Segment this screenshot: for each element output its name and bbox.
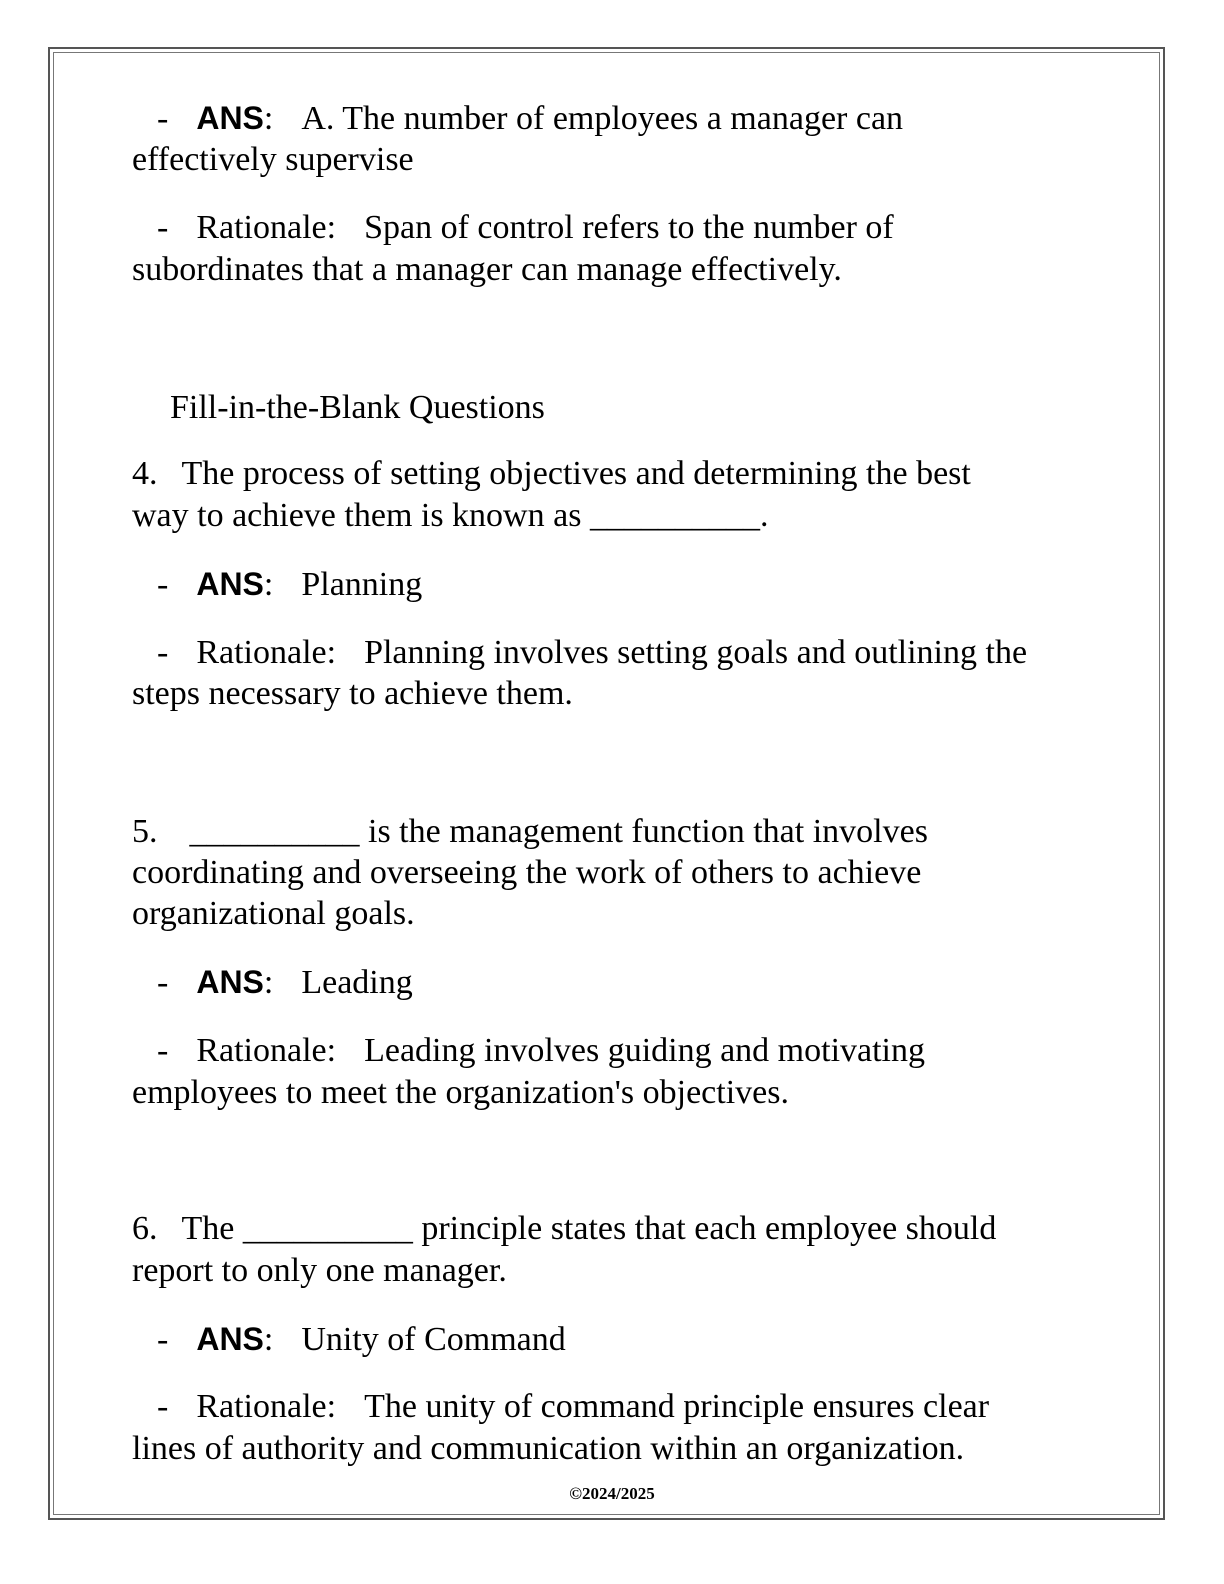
q5-rationale-continuation: employees to meet the organization's objectives. xyxy=(132,1074,789,1111)
rationale-text: The unity of command principle ensures clear xyxy=(364,1388,990,1425)
q3-rationale-continuation: subordinates that a manager can manage effectively. xyxy=(132,251,842,288)
rationale-dash: - xyxy=(157,634,169,671)
q5-question-continuation: coordinating and overseeing the work of others to achieve xyxy=(132,854,922,891)
q4-question-line xyxy=(132,453,971,495)
question-number: 6. xyxy=(132,1210,158,1247)
rationale-dash: - xyxy=(157,209,169,246)
answer-text: A. The number of employees a manager can xyxy=(301,100,904,137)
q6-question-line xyxy=(132,1208,996,1250)
copyright-footer: ©2024/2025 xyxy=(569,1484,655,1503)
answer-colon: : xyxy=(263,1321,274,1358)
answer-label: ANS xyxy=(196,964,264,1000)
answer-colon: : xyxy=(263,100,274,137)
q3-answer-line xyxy=(132,97,903,140)
q5-answer-line xyxy=(132,961,413,1004)
rationale-dash: - xyxy=(157,1388,169,1425)
answer-dash: - xyxy=(157,964,169,1001)
answer-colon: : xyxy=(263,964,274,1001)
question-number: 5. xyxy=(132,813,158,850)
q4-answer-line xyxy=(132,563,422,606)
answer-dash: - xyxy=(157,100,169,137)
q4-rationale-continuation: steps necessary to achieve them. xyxy=(132,675,573,712)
answer-label: ANS xyxy=(196,100,264,136)
q6-answer-line xyxy=(132,1318,566,1361)
question-number: 4. xyxy=(132,455,158,492)
answer-colon: : xyxy=(263,566,274,603)
answer-dash: - xyxy=(157,566,169,603)
answer-text: Planning xyxy=(301,566,423,603)
rationale-text: Span of control refers to the number of xyxy=(364,209,894,246)
q5-rationale-line xyxy=(132,1030,925,1072)
q5-question-continuation: organizational goals. xyxy=(132,895,415,932)
rationale-label: Rationale: xyxy=(196,1032,337,1069)
rationale-text: Planning involves setting goals and outlining the xyxy=(364,634,1028,671)
question-text: __________ is the management function that involves xyxy=(189,813,928,850)
rationale-dash: - xyxy=(157,1032,169,1069)
q4-question-continuation: way to achieve them is known as __________. xyxy=(132,497,769,534)
answer-text: Leading xyxy=(301,964,413,1001)
q3-answer-continuation: effectively supervise xyxy=(132,141,414,178)
answer-label: ANS xyxy=(196,566,264,602)
q6-rationale-line xyxy=(132,1386,989,1428)
answer-dash: - xyxy=(157,1321,169,1358)
answer-text: Unity of Command xyxy=(301,1321,566,1358)
question-text: The __________ principle states that each employee should xyxy=(181,1210,997,1247)
question-text: The process of setting objectives and determining the best xyxy=(181,455,971,492)
q6-question-continuation: report to only one manager. xyxy=(132,1252,507,1289)
q4-rationale-line xyxy=(132,632,1027,674)
rationale-label: Rationale: xyxy=(196,634,337,671)
q3-rationale-line xyxy=(132,207,894,249)
rationale-text: Leading involves guiding and motivating xyxy=(364,1032,925,1069)
q5-question-line xyxy=(132,811,928,853)
rationale-label: Rationale: xyxy=(196,209,337,246)
rationale-label: Rationale: xyxy=(196,1388,337,1425)
q6-rationale-continuation: lines of authority and communication within an organization. xyxy=(132,1430,965,1467)
section-heading: Fill-in-the-Blank Questions xyxy=(170,389,545,426)
answer-label: ANS xyxy=(196,1321,264,1357)
